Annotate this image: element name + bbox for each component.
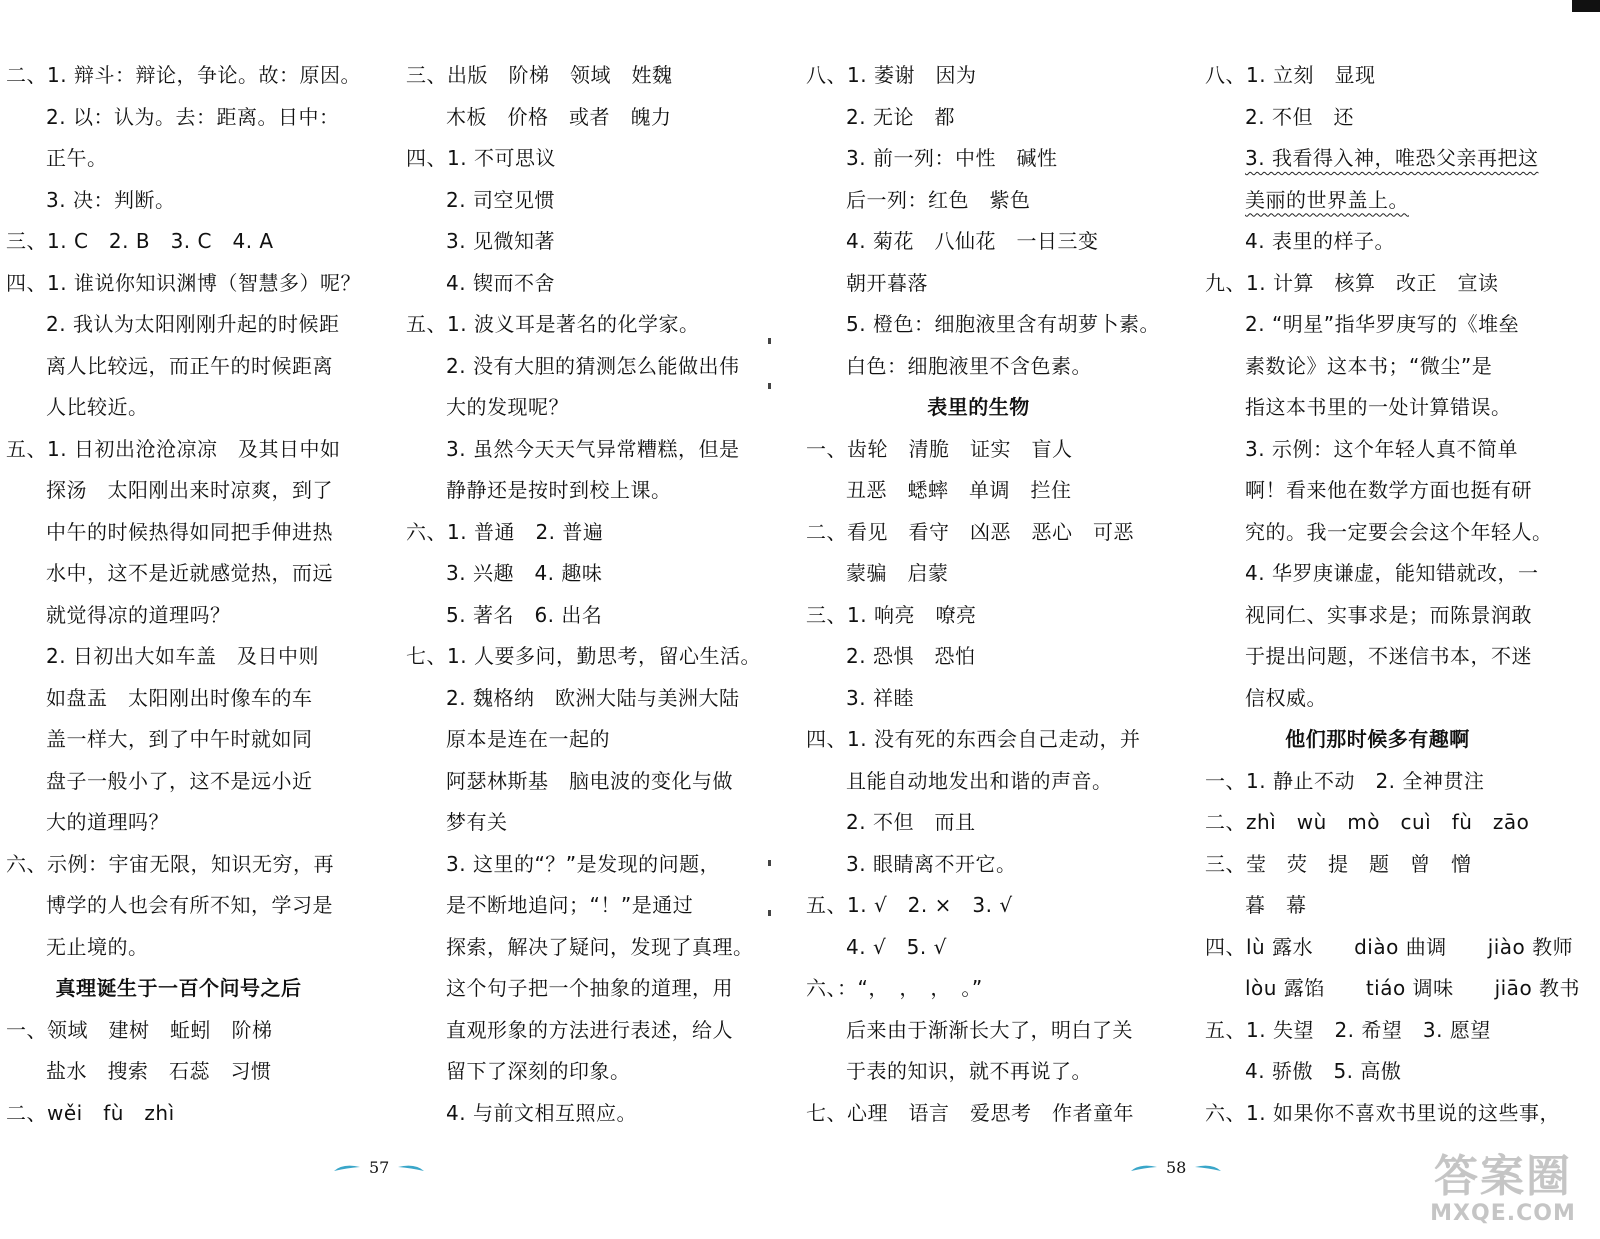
answer-text: 啊！看来他在数学方面也挺有研 [1245, 478, 1532, 502]
answer-line [1205, 263, 1550, 305]
answer-text: 四、1. 不可思议 [406, 146, 556, 170]
answer-text: 人比较近。 [46, 395, 149, 419]
answer-line [806, 802, 1151, 844]
answer-line [6, 387, 351, 429]
answer-text: 2. “明星”指华罗庚写的《堆垒 [1245, 312, 1520, 336]
answer-line [1205, 346, 1550, 388]
answer-line [406, 636, 761, 678]
answer-text: 2. 没有大胆的猜测怎么能做出伟 [446, 353, 740, 378]
answer-text: 七、1. 人要多问，勤思考，留心生活。 [406, 644, 761, 668]
answer-text: 八、1. 立刻 显现 [1205, 63, 1376, 87]
answer-text: lòu 露馅 tiáo 调味 jiāo 教书 [1245, 976, 1581, 1000]
watermark-en: MXQE.COM [1430, 1201, 1576, 1226]
answer-line [806, 1010, 1151, 1052]
answer-text: 3. 眼睛离不开它。 [846, 851, 1017, 876]
answer-text: 4. 华罗庚谦虚，能知错就改，一 [1245, 561, 1539, 585]
answer-line [1205, 1051, 1550, 1093]
page-number-footer-left [333, 1158, 425, 1177]
answer-line [1205, 429, 1550, 471]
answer-line [6, 1010, 351, 1052]
answer-text: 视同仁、实事求是；而陈景润敢 [1245, 602, 1532, 627]
answer-line [406, 429, 751, 471]
answer-text: 3. 见微知著 [446, 229, 555, 253]
answer-line [806, 138, 1151, 180]
answer-text: 3. 我看得入神，唯恐父亲再把这 [1245, 146, 1539, 170]
answer-line [406, 97, 751, 139]
answer-line [406, 512, 751, 554]
answer-line [406, 678, 751, 720]
answer-text: 蒙骗 启蒙 [846, 561, 949, 585]
answer-text: 于提出问题，不迷信书本，不迷 [1245, 644, 1532, 668]
answer-text: 一、1. 静止不动 2. 全神贯注 [1205, 768, 1485, 793]
answer-text: 5. 橙色：细胞液里含有胡萝卜素。 [846, 312, 1160, 336]
answer-line [6, 636, 351, 678]
answer-line [1205, 1093, 1560, 1135]
watermark-cn: 答案圈 [1434, 1151, 1572, 1202]
answer-text: 盐水 搜索 石蕊 习惯 [46, 1059, 272, 1083]
answer-text: 3. 兴趣 4. 趣味 [446, 561, 603, 585]
answer-text: 丑恶 蟋蟀 单调 拦住 [846, 478, 1072, 502]
answer-text: 信权威。 [1245, 685, 1327, 710]
answer-text: 大的发现呢？ [446, 395, 569, 419]
answer-line [806, 1093, 1151, 1135]
answer-line [1205, 1010, 1550, 1052]
answer-text: 四、lù 露水 diào 曲调 jiào 教师 [1205, 934, 1574, 959]
answer-text: 3. 虽然今天天气异常糟糕，但是 [446, 436, 740, 461]
answer-line [406, 719, 751, 761]
answer-line [806, 968, 1151, 1010]
watermark-logo [1428, 1153, 1578, 1231]
answer-line [6, 719, 351, 761]
answer-line [806, 470, 1151, 512]
fold-mark [768, 383, 771, 389]
page-number-footer-right [1130, 1158, 1222, 1177]
answer-text: 朝开暮落 [846, 270, 928, 295]
answer-line [406, 346, 751, 388]
answer-text: 大的道理吗？ [46, 810, 169, 834]
answer-text: 真理诞生于一百个问号之后 [55, 976, 302, 1000]
answer-text: 探索，解决了疑问，发现了真理。 [446, 934, 754, 959]
answer-text: 无止境的。 [46, 934, 149, 959]
answer-line [6, 180, 351, 222]
answer-line [6, 678, 351, 720]
answer-line [806, 761, 1151, 803]
answer-text: 2. 恐惧 恐怕 [846, 644, 976, 668]
answer-line [406, 1051, 751, 1093]
answer-line [6, 802, 351, 844]
answer-text: 就觉得凉的道理吗？ [46, 602, 231, 627]
answer-text: 八、1. 萎谢 因为 [806, 63, 977, 87]
fold-mark [768, 338, 771, 344]
answer-line [406, 595, 751, 637]
answer-text: 后一列：红色 紫色 [846, 187, 1031, 212]
answer-line [806, 678, 1151, 720]
answer-line [6, 927, 351, 969]
answer-text: 2. 无论 都 [846, 104, 955, 129]
answer-line [406, 263, 751, 305]
answer-line [406, 844, 751, 886]
answer-text: 4. 锲而不舍 [446, 270, 555, 295]
answer-text: 2. 司空见惯 [446, 187, 555, 212]
answer-line [6, 1051, 351, 1093]
answer-text: 二、wěi fù zhì [6, 1100, 175, 1125]
answer-line [1205, 470, 1550, 512]
answer-text: 2. 不但 而且 [846, 810, 976, 834]
answer-text: 一、领域 建树 蚯蚓 阶梯 [6, 1017, 273, 1042]
answer-text: 且能自动地发出和谐的声音。 [846, 768, 1113, 793]
answer-line [406, 304, 751, 346]
answer-line [406, 885, 751, 927]
answer-text: 二、1. 辩斗：辩论，争论。故：原因。 [6, 63, 361, 87]
answer-line [806, 512, 1151, 554]
answer-line [6, 221, 351, 263]
answer-line [806, 553, 1151, 595]
answer-text: 二、看见 看守 凶恶 恶心 可恶 [806, 519, 1134, 544]
answer-line [1205, 55, 1550, 97]
answer-line [806, 180, 1151, 222]
answer-text: 静静还是按时到校上课。 [446, 478, 672, 502]
answer-line [806, 719, 1151, 761]
answer-text: 五、1. √ 2. × 3. √ [806, 893, 1013, 917]
answer-text: 白色：细胞液里不含色素。 [846, 353, 1092, 378]
answer-text: 3. 祥睦 [846, 685, 914, 710]
ornament-left-icon [333, 1163, 361, 1173]
section-title [6, 968, 351, 1010]
answer-text: 2. 以：认为。去：距离。日中： [46, 104, 340, 129]
answer-line [806, 885, 1151, 927]
answer-text: 于表的知识，就不再说了。 [846, 1059, 1092, 1083]
answer-line [6, 761, 351, 803]
answer-text: 表里的生物 [927, 395, 1030, 419]
answer-line [1205, 802, 1550, 844]
answer-line [806, 429, 1151, 471]
answer-text: 4. 菊花 八仙花 一日三变 [846, 229, 1099, 253]
answer-line [406, 968, 751, 1010]
answer-line [6, 1093, 351, 1135]
answer-text: 4. √ 5. √ [846, 934, 947, 959]
answer-line [1205, 304, 1550, 346]
answer-text: 博学的人也会有所不知，学习是 [46, 893, 333, 917]
page-number: 58 [1166, 1158, 1187, 1177]
fold-mark [768, 910, 771, 916]
answer-line [806, 97, 1151, 139]
answer-text: 4. 骄傲 5. 高傲 [1245, 1059, 1402, 1083]
answer-line [806, 263, 1151, 305]
answer-text: 留下了深刻的印象。 [446, 1059, 631, 1083]
answer-line [406, 761, 751, 803]
answer-line [6, 885, 351, 927]
answer-line [1205, 595, 1550, 637]
answer-text: 指这本书里的一处计算错误。 [1245, 395, 1512, 419]
answer-line [1205, 387, 1550, 429]
ornament-left-icon [1130, 1163, 1158, 1173]
answer-text: 三、1. C 2. B 3. C 4. A [6, 229, 274, 253]
ornament-right-icon [1194, 1163, 1222, 1173]
answer-line [406, 553, 751, 595]
answer-text: 离人比较远，而正午的时候距离 [46, 353, 333, 378]
answer-line [806, 346, 1151, 388]
answer-line [1205, 180, 1550, 222]
right-page-column-1 [806, 55, 1160, 1134]
answer-text: 六、1. 如果你不喜欢书里说的这些事， [1205, 1100, 1560, 1125]
answer-line [806, 304, 1160, 346]
answer-line [406, 55, 751, 97]
answer-text: 5. 著名 6. 出名 [446, 602, 603, 627]
answer-text: 探汤 太阳刚出来时凉爽，到了 [46, 478, 333, 502]
answer-text: 2. 魏格纳 欧洲大陆与美洲大陆 [446, 685, 740, 710]
answer-line [6, 97, 351, 139]
fold-mark [768, 860, 771, 866]
left-page-column-2 [406, 55, 761, 1134]
answer-text: 直观形象的方法进行表述，给人 [446, 1017, 733, 1042]
answer-line [1205, 221, 1550, 263]
answer-text: 九、1. 计算 核算 改正 宣读 [1205, 270, 1499, 295]
answer-text: 七、心理 语言 爱思考 作者童年 [806, 1100, 1134, 1125]
answer-text: 2. 日初出大如车盖 及日中则 [46, 644, 319, 668]
answer-text: 2. 不但 还 [1245, 104, 1354, 129]
answer-line [1205, 885, 1550, 927]
answer-line [806, 636, 1151, 678]
answer-line [406, 802, 751, 844]
answer-text: 六、：“， ， ， 。” [806, 976, 983, 1000]
answer-line [1205, 678, 1550, 720]
answer-line [806, 221, 1151, 263]
answer-text: 素数论》这本书；“微尘”是 [1245, 353, 1493, 378]
answer-line [806, 1051, 1151, 1093]
answer-text: 3. 决：判断。 [46, 187, 176, 212]
answer-text: 中午的时候热得如同把手伸进热 [46, 519, 333, 544]
right-page-column-2 [1205, 55, 1581, 1134]
answer-text: 原本是连在一起的 [446, 727, 610, 751]
answer-text: 二、zhì wù mò cuì fù zāo [1205, 810, 1530, 834]
left-page-column-1 [6, 55, 361, 1134]
answer-text: 4. 与前文相互照应。 [446, 1100, 637, 1125]
answer-line [1205, 138, 1550, 180]
answer-text: 三、出版 阶梯 领域 姓魏 [406, 63, 673, 87]
answer-line [806, 844, 1151, 886]
answer-line [406, 927, 754, 969]
answer-line [406, 470, 751, 512]
answer-text: 他们那时候多有趣啊 [1285, 727, 1470, 751]
answer-line [6, 512, 351, 554]
page-number: 57 [369, 1158, 390, 1177]
answer-text: 五、1. 日初出沧沧凉凉 及其日中如 [6, 436, 341, 461]
answer-text: 4. 表里的样子。 [1245, 229, 1395, 253]
section-title [806, 387, 1151, 429]
answer-text: 水中，这不是近就感觉热，而远 [46, 561, 333, 585]
answer-text: 梦有关 [446, 810, 508, 834]
answer-line [1205, 553, 1550, 595]
answer-line [6, 553, 351, 595]
answer-line [406, 1093, 751, 1135]
answer-text: 四、1. 没有死的东西会自己走动，并 [806, 727, 1141, 751]
answer-line [1205, 761, 1550, 803]
ornament-right-icon [397, 1163, 425, 1173]
answer-line [406, 221, 751, 263]
answer-text: 美丽的世界盖上。 [1245, 187, 1409, 212]
answer-line [1205, 636, 1550, 678]
answer-line [1205, 927, 1574, 969]
answer-text: 五、1. 失望 2. 希望 3. 愿望 [1205, 1017, 1491, 1042]
answer-line [1205, 512, 1553, 554]
answer-text: 阿瑟林斯基 脑电波的变化与做 [446, 768, 733, 793]
answer-text: 一、齿轮 清脆 证实 盲人 [806, 436, 1073, 461]
answer-text: 六、示例：宇宙无限，知识无穷，再 [6, 851, 334, 876]
answer-line [6, 595, 351, 637]
answer-line [6, 844, 351, 886]
answer-text: 正午。 [46, 146, 108, 170]
answer-line [806, 55, 1151, 97]
answer-text: 3. 示例：这个年轻人真不简单 [1245, 436, 1518, 461]
answer-text: 这个句子把一个抽象的道理，用 [446, 976, 733, 1000]
answer-line [406, 1010, 751, 1052]
answer-text: 暮 幕 [1245, 893, 1307, 917]
answer-text: 盖一样大，到了中午时就如同 [46, 727, 313, 751]
answer-line [6, 470, 351, 512]
corner-mark [1572, 0, 1600, 12]
answer-line [6, 263, 361, 305]
answer-line [406, 138, 751, 180]
answer-text: 后来由于渐渐长大了，明白了关 [846, 1017, 1133, 1042]
answer-line [1205, 968, 1581, 1010]
answer-line [6, 429, 351, 471]
answer-line [6, 138, 351, 180]
answer-text: 如盘盂 太阳刚出时像车的车 [46, 685, 313, 710]
answer-line [1205, 97, 1550, 139]
answer-text: 三、莹 荧 提 题 曾 憎 [1205, 851, 1472, 876]
answer-line [1205, 844, 1550, 886]
answer-text: 是不断地追问；“！”是通过 [446, 893, 694, 917]
answer-line [6, 304, 351, 346]
answer-text: 2. 我认为太阳刚刚升起的时候距 [46, 312, 340, 336]
answer-line [6, 346, 351, 388]
answer-text: 盘子一般小了，这不是远小近 [46, 768, 313, 793]
answer-line [406, 387, 751, 429]
answer-line [806, 927, 1151, 969]
answer-text: 三、1. 响亮 嘹亮 [806, 602, 977, 627]
answer-text: 究的。我一定要会会这个年轻人。 [1245, 519, 1553, 544]
answer-text: 五、1. 波义耳是著名的化学家。 [406, 312, 700, 336]
section-title [1205, 719, 1550, 761]
answer-line [406, 180, 751, 222]
answer-text: 木板 价格 或者 魄力 [446, 104, 672, 129]
answer-line [806, 595, 1151, 637]
answer-text: 四、1. 谁说你知识渊博（智慧多）呢？ [6, 270, 361, 295]
answer-text: 六、1. 普通 2. 普遍 [406, 519, 604, 544]
answer-text: 3. 前一列：中性 碱性 [846, 146, 1058, 170]
answer-text: 3. 这里的“？”是发现的问题， [446, 851, 721, 876]
answer-line [6, 55, 361, 97]
